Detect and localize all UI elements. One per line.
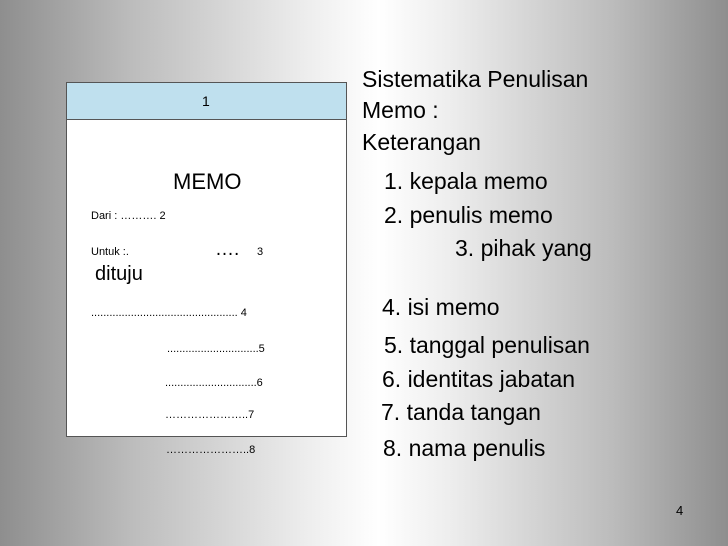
memo-header-number: 1 [202,93,210,109]
panel-item-3: 3. pihak yang [455,235,592,261]
panel-subtitle: Keterangan [362,129,481,155]
memo-line-6: ..............................6 [165,377,263,389]
memo-header [67,83,346,120]
memo-to-continuation: dituju [95,263,143,285]
panel-title-line2: Memo : [362,97,439,123]
memo-to-dots: …. [215,239,240,260]
panel-item-5: 5. tanggal penulisan [384,332,590,358]
panel-item-1: 1. kepala memo [384,168,548,194]
memo-body-line: ................................................ 4 [91,307,247,319]
panel-item-7: 7. tanda tangan [381,399,541,425]
memo-to-label: Untuk :. [91,246,129,258]
panel-title-line1: Sistematika Penulisan [362,66,589,92]
slide-number: 4 [676,503,684,518]
memo-form-box [66,82,347,437]
panel-item-2: 2. penulis memo [384,202,553,228]
memo-to-number: 3 [257,246,264,258]
panel-item-4: 4. isi memo [382,294,500,320]
memo-line-7: …………………..7 [165,409,255,421]
memo-from-line: Dari : ………. 2 [91,210,166,222]
memo-title: MEMO [173,169,242,194]
memo-line-8: …………………..8 [166,444,256,456]
panel-item-6: 6. identitas jabatan [382,366,576,392]
panel-item-8: 8. nama penulis [383,435,546,461]
memo-line-5: ..............................5 [167,343,265,355]
